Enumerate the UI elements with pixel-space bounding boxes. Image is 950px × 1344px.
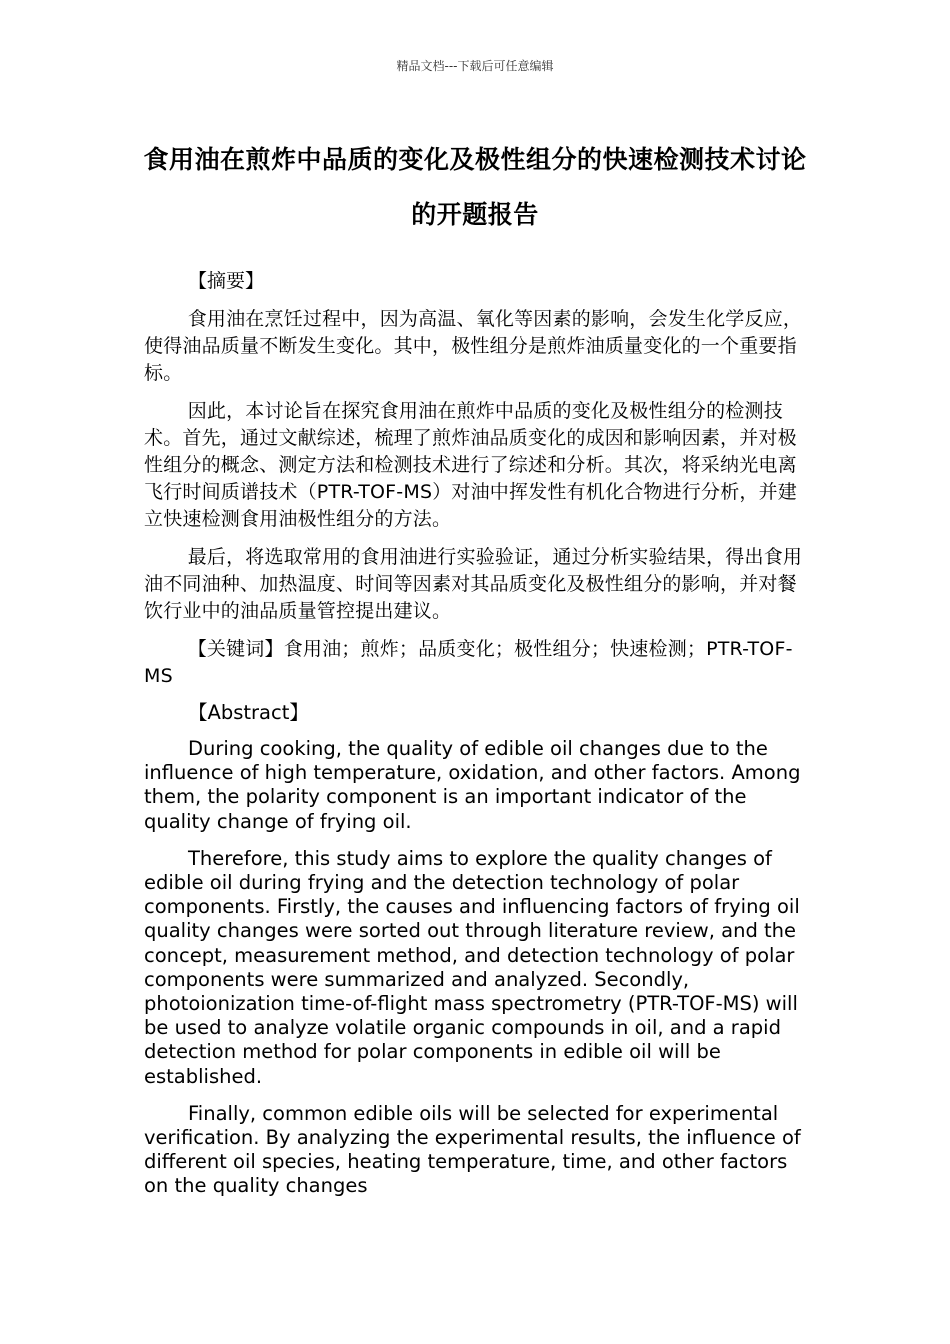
abstract-en-paragraph-1: During cooking, the quality of edible oil changes due to the influence of high temperature, oxidation, and other factors. Among them, the polarity component is an important indicator of the quality change of frying oil.	[144, 737, 801, 833]
abstract-zh-paragraph-2: 因此，本讨论旨在探究食用油在煎炸中品质的变化及极性组分的检测技术。首先，通过文献综述，梳理了煎炸油品质变化的成因和影响因素，并对极性组分的概念、测定方法和检测技术进行了综述和分析。其次，将采纳光电离飞行时间质谱技术（PTR-TOF-MS）对油中挥发性有机化合物进行分析，并建立快速检测食用油极性组分的方法。	[144, 400, 798, 530]
keywords-zh: 【关键词】食用油；煎炸；品质变化；极性组分；快速检测；PTR-TOF-MS	[144, 638, 793, 687]
abstract-zh-paragraph-3: 最后，将选取常用的食用油进行实验验证，通过分析实验结果，得出食用油不同油种、加热温度、时间等因素对其品质变化及极性组分的影响，并对餐饮行业中的油品质量管控提出建议。	[144, 546, 803, 622]
abstract-zh-paragraph-1: 食用油在烹饪过程中，因为高温、氧化等因素的影响，会发生化学反应，使得油品质量不断发生变化。其中，极性组分是煎炸油质量变化的一个重要指标。	[144, 308, 803, 384]
document-body	[144, 268, 806, 1212]
header-note: 精品文档---下载后可任意编辑	[396, 59, 554, 73]
abstract-en-paragraph-2: Therefore, this study aims to explore the quality changes of edible oil during frying and the detection technology of polar components. Firstly, the causes and influencing factors of frying oil quality changes were sorted out through literature review, and the concept, measurement method, and detection technology of polar components were summarized and analyzed. Secondly, photoionization time-of-flight mass spectrometry (PTR-TOF-MS) will be used to analyze volatile organic compounds in oil, and a rapid detection method for polar components in edible oil will be established.	[144, 846, 800, 1088]
document-title: 食用油在煎炸中品质的变化及极性组分的快速检测技术讨论的开题报告	[143, 145, 807, 229]
abstract-zh-heading: 【摘要】	[188, 270, 265, 292]
abstract-en-paragraph-3: Finally, common edible oils will be selected for experimental verification. By analyzing the experimental results, the influence of different oil species, heating temperature, time, and other factors on the quality changes	[144, 1101, 801, 1198]
abstract-en-heading: 【Abstract】	[188, 701, 309, 724]
